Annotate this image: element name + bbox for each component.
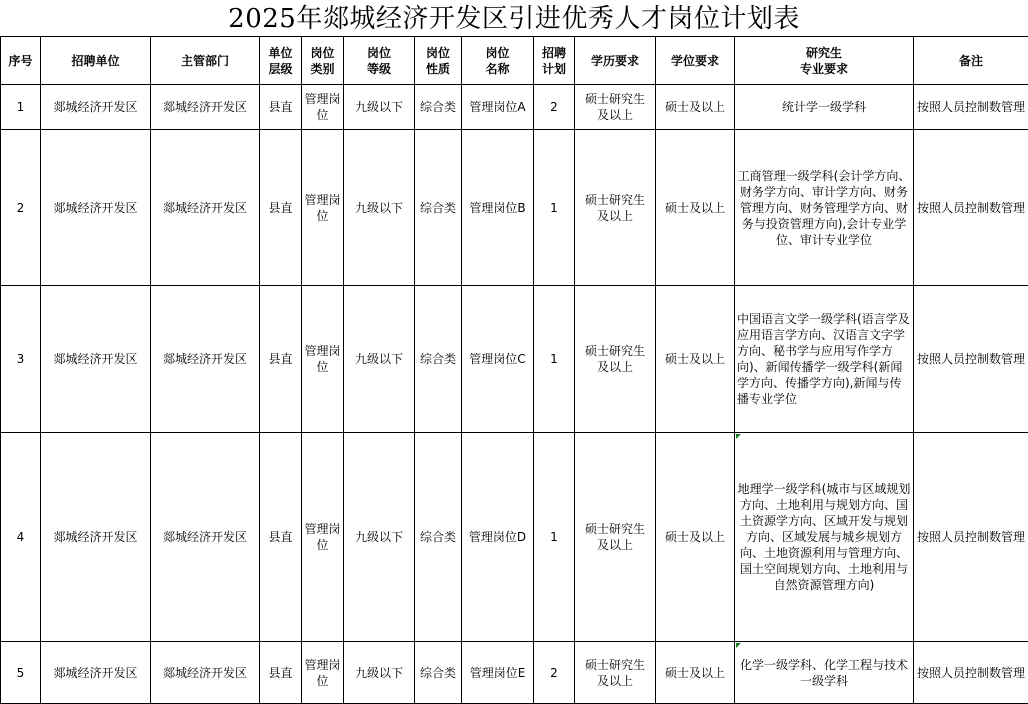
- cell-seq: 5: [1, 642, 41, 704]
- cell-dept: 郯城经济开发区: [151, 85, 260, 130]
- table-row: [1, 130, 1028, 286]
- cell-note: 按照人员控制数管理: [914, 85, 1028, 130]
- cell-grade: 九级以下: [344, 85, 415, 130]
- cell-education: 硕士研究生及以上: [575, 286, 656, 433]
- cell-grade: 九级以下: [344, 130, 415, 286]
- cell-level: 县直: [260, 642, 302, 704]
- cell-seq: 4: [1, 433, 41, 642]
- cell-unit: 郯城经济开发区: [41, 642, 151, 704]
- cell-nature: 综合类: [415, 642, 462, 704]
- table-row: [1, 286, 1028, 433]
- cell-grade: 九级以下: [344, 286, 415, 433]
- cell-category: 管理岗位: [302, 130, 344, 286]
- cell-note: 按照人员控制数管理: [914, 433, 1028, 642]
- cell-major: 工商管理一级学科(会计学方向、财务学方向、审计学方向、财务管理方向、财务管理学方向、财务与投资管理方向),会计专业学位、审计专业学位: [735, 130, 914, 286]
- cell-education: 硕士研究生及以上: [575, 130, 656, 286]
- cell-category: 管理岗位: [302, 85, 344, 130]
- cell-category: 管理岗位: [302, 642, 344, 704]
- cell-nature: 综合类: [415, 433, 462, 642]
- cell-plan: 1: [534, 286, 575, 433]
- cell-degree: 硕士及以上: [656, 642, 735, 704]
- header-category: 岗位 类别: [302, 37, 344, 85]
- cell-level: 县直: [260, 130, 302, 286]
- cell-unit: 郯城经济开发区: [41, 433, 151, 642]
- cell-post-name: 管理岗位E: [462, 642, 534, 704]
- cell-degree: 硕士及以上: [656, 433, 735, 642]
- cell-plan: 1: [534, 130, 575, 286]
- header-unit: 招聘单位: [41, 37, 151, 85]
- cell-major: 统计学一级学科: [735, 85, 914, 130]
- cell-plan: 2: [534, 642, 575, 704]
- cell-degree: 硕士及以上: [656, 85, 735, 130]
- cell-plan: 1: [534, 433, 575, 642]
- cell-category: 管理岗位: [302, 433, 344, 642]
- cell-post-name: 管理岗位C: [462, 286, 534, 433]
- cell-unit: 郯城经济开发区: [41, 85, 151, 130]
- cell-note: 按照人员控制数管理: [914, 286, 1028, 433]
- cell-post-name: 管理岗位A: [462, 85, 534, 130]
- cell-seq: 1: [1, 85, 41, 130]
- cell-level: 县直: [260, 85, 302, 130]
- cell-level: 县直: [260, 286, 302, 433]
- cell-note: 按照人员控制数管理: [914, 642, 1028, 704]
- cell-unit: 郯城经济开发区: [41, 286, 151, 433]
- header-note: 备注: [914, 37, 1028, 85]
- cell-nature: 综合类: [415, 286, 462, 433]
- cell-major: 地理学一级学科(城市与区域规划方向、土地利用与规划方向、国土资源学方向、区域开发与规划方向、区域发展与城乡规划方向、土地资源利用与管理方向、国土空间规划方向、土地利用与自然资源管理方向): [735, 433, 914, 642]
- cell-plan: 2: [534, 85, 575, 130]
- header-education: 学历要求: [575, 37, 656, 85]
- cell-seq: 2: [1, 130, 41, 286]
- cell-degree: 硕士及以上: [656, 130, 735, 286]
- cell-level: 县直: [260, 433, 302, 642]
- cell-degree: 硕士及以上: [656, 286, 735, 433]
- page-title: 2025年郯城经济开发区引进优秀人才岗位计划表: [228, 4, 800, 34]
- comment-indicator: [736, 434, 741, 439]
- cell-education: 硕士研究生及以上: [575, 642, 656, 704]
- cell-unit: 郯城经济开发区: [41, 130, 151, 286]
- cell-post-name: 管理岗位B: [462, 130, 534, 286]
- cell-dept: 郯城经济开发区: [151, 286, 260, 433]
- header-level: 单位 层级: [260, 37, 302, 85]
- cell-major: 中国语言文学一级学科(语言学及应用语言学方向、汉语言文字学方向、秘书学与应用写作学方向)、新闻传播学一级学科(新闻学方向、传播学方向),新闻与传播专业学位: [735, 286, 914, 433]
- cell-dept: 郯城经济开发区: [151, 642, 260, 704]
- header-seq: 序号: [1, 37, 41, 85]
- cell-grade: 九级以下: [344, 642, 415, 704]
- cell-seq: 3: [1, 286, 41, 433]
- cell-major: 化学一级学科、化学工程与技术一级学科: [735, 642, 914, 704]
- cell-nature: 综合类: [415, 85, 462, 130]
- cell-note: 按照人员控制数管理: [914, 130, 1028, 286]
- header-plan: 招聘 计划: [534, 37, 575, 85]
- comment-indicator: [736, 643, 741, 648]
- header-grade: 岗位 等级: [344, 37, 415, 85]
- cell-dept: 郯城经济开发区: [151, 433, 260, 642]
- recruitment-table: [0, 36, 1028, 704]
- cell-education: 硕士研究生及以上: [575, 85, 656, 130]
- table-row: [1, 433, 1028, 642]
- header-post-name: 岗位 名称: [462, 37, 534, 85]
- header-degree: 学位要求: [656, 37, 735, 85]
- cell-post-name: 管理岗位D: [462, 433, 534, 642]
- table-row: [1, 85, 1028, 130]
- cell-category: 管理岗位: [302, 286, 344, 433]
- cell-dept: 郯城经济开发区: [151, 130, 260, 286]
- header-nature: 岗位 性质: [415, 37, 462, 85]
- header-row: [1, 37, 1028, 85]
- table-row: [1, 642, 1028, 704]
- cell-education: 硕士研究生及以上: [575, 433, 656, 642]
- header-dept: 主管部门: [151, 37, 260, 85]
- cell-grade: 九级以下: [344, 433, 415, 642]
- header-major: 研究生 专业要求: [735, 37, 914, 85]
- cell-nature: 综合类: [415, 130, 462, 286]
